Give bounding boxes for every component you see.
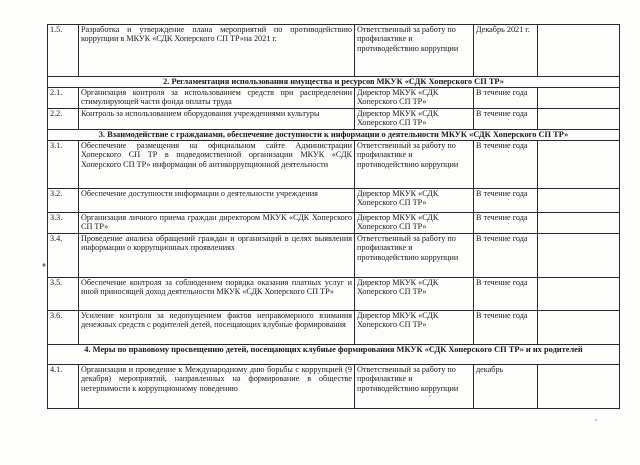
item-responsible: Директор МКУК «СДК Хоперского СП ТР» xyxy=(355,278,474,311)
empty-cell xyxy=(538,189,620,213)
anticorruption-plan-table xyxy=(47,24,620,409)
section-header-row xyxy=(48,130,620,141)
item-number: 4.1. xyxy=(48,365,79,409)
item-description: Обеспечение доступности информации о деятельности учреждения xyxy=(79,189,355,213)
scan-speck xyxy=(42,263,45,266)
table-row xyxy=(48,311,620,345)
item-deadline: В течение года xyxy=(474,278,538,311)
item-responsible: Ответственный за работу по профилактике и противодействию коррупции xyxy=(355,25,474,77)
item-number: 3.4. xyxy=(48,234,79,278)
item-description: Проведение анализа обращений граждан и организаций в целях выявления информации о коррупционных проявлениях xyxy=(79,234,355,278)
table-row xyxy=(48,278,620,311)
item-number: 2.1. xyxy=(48,88,79,109)
empty-cell xyxy=(538,88,620,109)
scan-speck xyxy=(595,419,597,421)
item-responsible: Ответственный за работу по профилактике и противодействию коррупции xyxy=(355,365,474,409)
item-number: 1.5. xyxy=(48,25,79,77)
empty-cell xyxy=(538,365,620,409)
item-responsible: Директор МКУК «СДК Хоперского СП ТР» xyxy=(355,213,474,234)
section-header-row xyxy=(48,345,620,365)
table-row xyxy=(48,25,620,77)
table-row xyxy=(48,88,620,109)
item-responsible: Директор МКУК «СДК Хоперского СП ТР» xyxy=(355,189,474,213)
empty-cell xyxy=(538,109,620,130)
item-number: 3.3. xyxy=(48,213,79,234)
item-deadline: В течение года xyxy=(474,109,538,130)
item-number: 3.2. xyxy=(48,189,79,213)
empty-cell xyxy=(538,141,620,189)
empty-cell xyxy=(538,234,620,278)
empty-cell xyxy=(538,213,620,234)
section-title: 2. Регламентация использования имущества и ресурсов МКУК «СДК Хоперского СП ТР» xyxy=(48,77,620,88)
empty-cell xyxy=(538,25,620,77)
section-title: 3. Взаимодействие с гражданами, обеспечение доступности к информации о деятельности МКУК «СДК Хоперского СП ТР» xyxy=(48,130,620,141)
item-responsible: Ответственный за работу по профилактике и противодействию коррупции xyxy=(355,141,474,189)
item-number: 3.5. xyxy=(48,278,79,311)
table-row xyxy=(48,234,620,278)
item-description: Обеспечение контроля за соблюдением порядка оказания платных услуг и иной приносящей доход деятельности МКУК «СДК Хоперского СП ТР» xyxy=(79,278,355,311)
item-deadline: декабрь xyxy=(474,365,538,409)
item-description: Организация контроля за использованием средств при распределении стимулирующей части фонда оплаты труда xyxy=(79,88,355,109)
section-title: 4. Меры по правовому просвещению детей, посещающих клубные формирования МКУК «СДК Хоперского СП ТР» и их родителей xyxy=(48,345,620,365)
item-description: Разработка и утверждение плана мероприятий по противодействию коррупции в МКУК «СДК Хоперского СП ТР»на 2021 г. xyxy=(79,25,355,77)
item-deadline: В течение года xyxy=(474,213,538,234)
section-header-row xyxy=(48,77,620,88)
item-number: 3.1. xyxy=(48,141,79,189)
table-row xyxy=(48,213,620,234)
item-deadline: В течение года xyxy=(474,189,538,213)
table-row xyxy=(48,365,620,409)
item-description: Усиление контроля за недопущением фактов неправомерного взимания денежных средств с родителей детей, посещающих клубные формирования xyxy=(79,311,355,345)
item-number: 2.2. xyxy=(48,109,79,130)
item-deadline: В течение года xyxy=(474,88,538,109)
item-deadline: Декабрь 2021 г. xyxy=(474,25,538,77)
item-description: Обеспечение размещения на официальном сайте Администрации Хоперского СП ТР в подведомственной организации МКУК «СДК Хоперского СП ТР» информации об антикоррупционной деятельности xyxy=(79,141,355,189)
item-number: 3.6. xyxy=(48,311,79,345)
table-row xyxy=(48,189,620,213)
empty-cell xyxy=(538,278,620,311)
item-responsible: Директор МКУК «СДК Хоперского СП ТР» xyxy=(355,109,474,130)
item-deadline: В течение года xyxy=(474,141,538,189)
empty-cell xyxy=(538,311,620,345)
item-responsible: Директор МКУК «СДК Хоперского СП ТР» xyxy=(355,88,474,109)
item-deadline: В течение года xyxy=(474,234,538,278)
item-description: Организация личного приема граждан директором МКУК «СДК Хоперского СП ТР» xyxy=(79,213,355,234)
table-row xyxy=(48,141,620,189)
item-description: Контроль за использованием оборудования учреждениями культуры xyxy=(79,109,355,130)
item-description: Организация и проведение к Международному дню борьбы с коррупцией (9 декабря) мероприятий, направленных на формирование в обществе нетерпимости к коррупционному поведению xyxy=(79,365,355,409)
item-responsible: Ответственный за работу по профилактике и противодействию коррупции xyxy=(355,234,474,278)
item-deadline: В течение года xyxy=(474,311,538,345)
item-responsible: Директор МКУК «СДК Хоперского СП ТР» xyxy=(355,311,474,345)
table-row xyxy=(48,109,620,130)
